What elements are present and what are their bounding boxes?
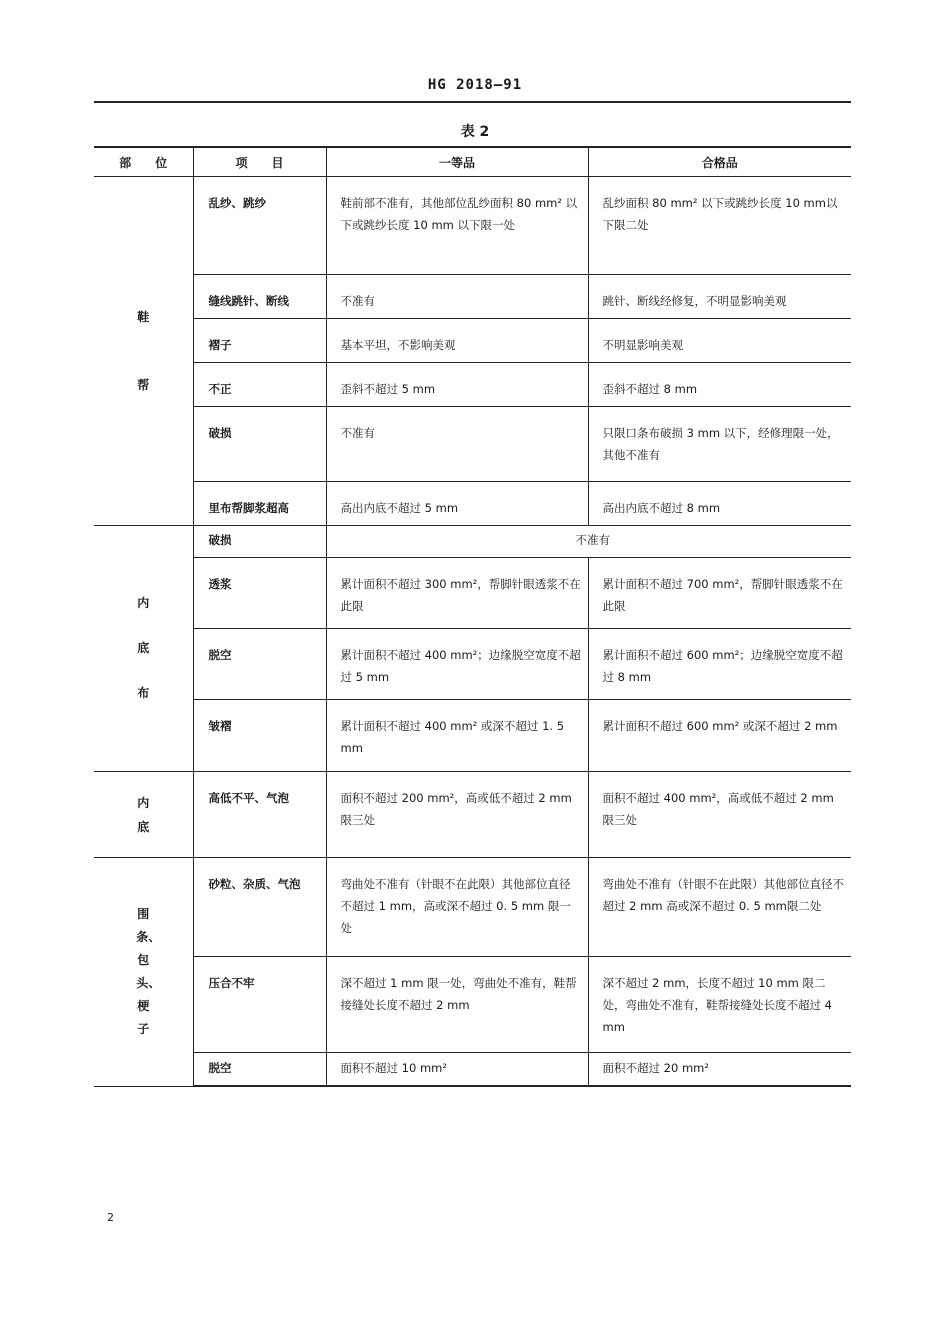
table-row (94, 482, 851, 526)
qualified-cell: 面积不超过 20 mm² (588, 1053, 851, 1087)
qualified-cell: 歪斜不超过 8 mm (588, 363, 851, 407)
table-row (94, 957, 851, 1053)
table-row (94, 858, 851, 957)
table-row (94, 275, 851, 319)
table-row (94, 319, 851, 363)
item-cell: 脱空 (193, 629, 326, 700)
col-header-item: 项 目 (193, 147, 326, 177)
first-grade-cell: 深不超过 1 mm 限一处，弯曲处不准有，鞋帮接缝处长度不超过 2 mm (326, 957, 588, 1053)
both-grades-cell: 不准有 (326, 526, 851, 558)
first-grade-cell: 累计面积不超过 400 mm²；边缘脱空宽度不超过 5 mm (326, 629, 588, 700)
part-cell-shoe-upper: 鞋帮 (94, 177, 193, 526)
first-grade-cell: 基本平坦，不影响美观 (326, 319, 588, 363)
table-caption: 表 2 (460, 124, 490, 140)
col-header-part: 部 位 (94, 147, 193, 177)
qualified-cell: 跳针、断线经修复，不明显影响美观 (588, 275, 851, 319)
first-grade-cell: 鞋前部不准有，其他部位乱纱面积 80 mm² 以下或跳纱长度 10 mm 以下限一处 (326, 177, 588, 275)
qualified-cell: 弯曲处不准有（针眼不在此限）其他部位直径不超过 2 mm 高或深不超过 0. 5 mm限二处 (588, 858, 851, 957)
item-cell: 破损 (193, 526, 326, 558)
quality-spec-table (94, 146, 851, 1087)
qualified-cell: 深不超过 2 mm，长度不超过 10 mm 限二处，弯曲处不准有，鞋帮接缝处长度不超过 4 mm (588, 957, 851, 1053)
item-cell: 乱纱、跳纱 (193, 177, 326, 275)
table-row (94, 558, 851, 629)
qualified-cell: 乱纱面积 80 mm² 以下或跳纱长度 10 mm以下限二处 (588, 177, 851, 275)
qualified-cell: 只限口条布破损 3 mm 以下，经修理限一处，其他不准有 (588, 407, 851, 482)
col-header-qualified: 合格品 (588, 147, 851, 177)
table-row (94, 407, 851, 482)
table-row (94, 700, 851, 772)
item-cell: 砂粒、杂质、气泡 (193, 858, 326, 957)
first-grade-cell: 歪斜不超过 5 mm (326, 363, 588, 407)
header-rule (94, 101, 851, 103)
qualified-cell: 高出内底不超过 8 mm (588, 482, 851, 526)
first-grade-cell: 不准有 (326, 407, 588, 482)
first-grade-cell: 面积不超过 200 mm²，高或低不超过 2 mm 限三处 (326, 772, 588, 858)
col-header-first-grade: 一等品 (326, 147, 588, 177)
item-cell: 破损 (193, 407, 326, 482)
qualified-cell: 面积不超过 400 mm²，高或低不超过 2 mm限三处 (588, 772, 851, 858)
part-cell-strips: 围条、包头、梗子 (94, 858, 193, 1087)
item-cell: 皱褶 (193, 700, 326, 772)
table-header-row (94, 147, 851, 177)
table-row (94, 177, 851, 275)
table-row (94, 526, 851, 558)
first-grade-cell: 累计面积不超过 300 mm²，帮脚针眼透浆不在此限 (326, 558, 588, 629)
item-cell: 压合不牢 (193, 957, 326, 1053)
qualified-cell: 累计面积不超过 600 mm² 或深不超过 2 mm (588, 700, 851, 772)
table-row (94, 772, 851, 858)
qualified-cell: 不明显影响美观 (588, 319, 851, 363)
first-grade-cell: 累计面积不超过 400 mm² 或深不超过 1. 5 mm (326, 700, 588, 772)
first-grade-cell: 面积不超过 10 mm² (326, 1053, 588, 1087)
qualified-cell: 累计面积不超过 700 mm²，帮脚针眼透浆不在此限 (588, 558, 851, 629)
table-row (94, 1053, 851, 1087)
standard-code: HG 2018—91 (427, 77, 523, 93)
qualified-cell: 累计面积不超过 600 mm²；边缘脱空宽度不超过 8 mm (588, 629, 851, 700)
item-cell: 不正 (193, 363, 326, 407)
first-grade-cell: 不准有 (326, 275, 588, 319)
table-row (94, 363, 851, 407)
table-row (94, 629, 851, 700)
first-grade-cell: 弯曲处不准有（针眼不在此限）其他部位直径不超过 1 mm，高或深不超过 0. 5 mm 限一处 (326, 858, 588, 957)
part-cell-insole: 内底 (94, 772, 193, 858)
item-cell: 脱空 (193, 1053, 326, 1087)
item-cell: 里布帮脚浆超高 (193, 482, 326, 526)
part-cell-insole-cloth: 内底布 (94, 526, 193, 772)
item-cell: 褶子 (193, 319, 326, 363)
item-cell: 高低不平、气泡 (193, 772, 326, 858)
page-number: 2 (107, 1211, 114, 1224)
item-cell: 缝线跳针、断线 (193, 275, 326, 319)
item-cell: 透浆 (193, 558, 326, 629)
first-grade-cell: 高出内底不超过 5 mm (326, 482, 588, 526)
